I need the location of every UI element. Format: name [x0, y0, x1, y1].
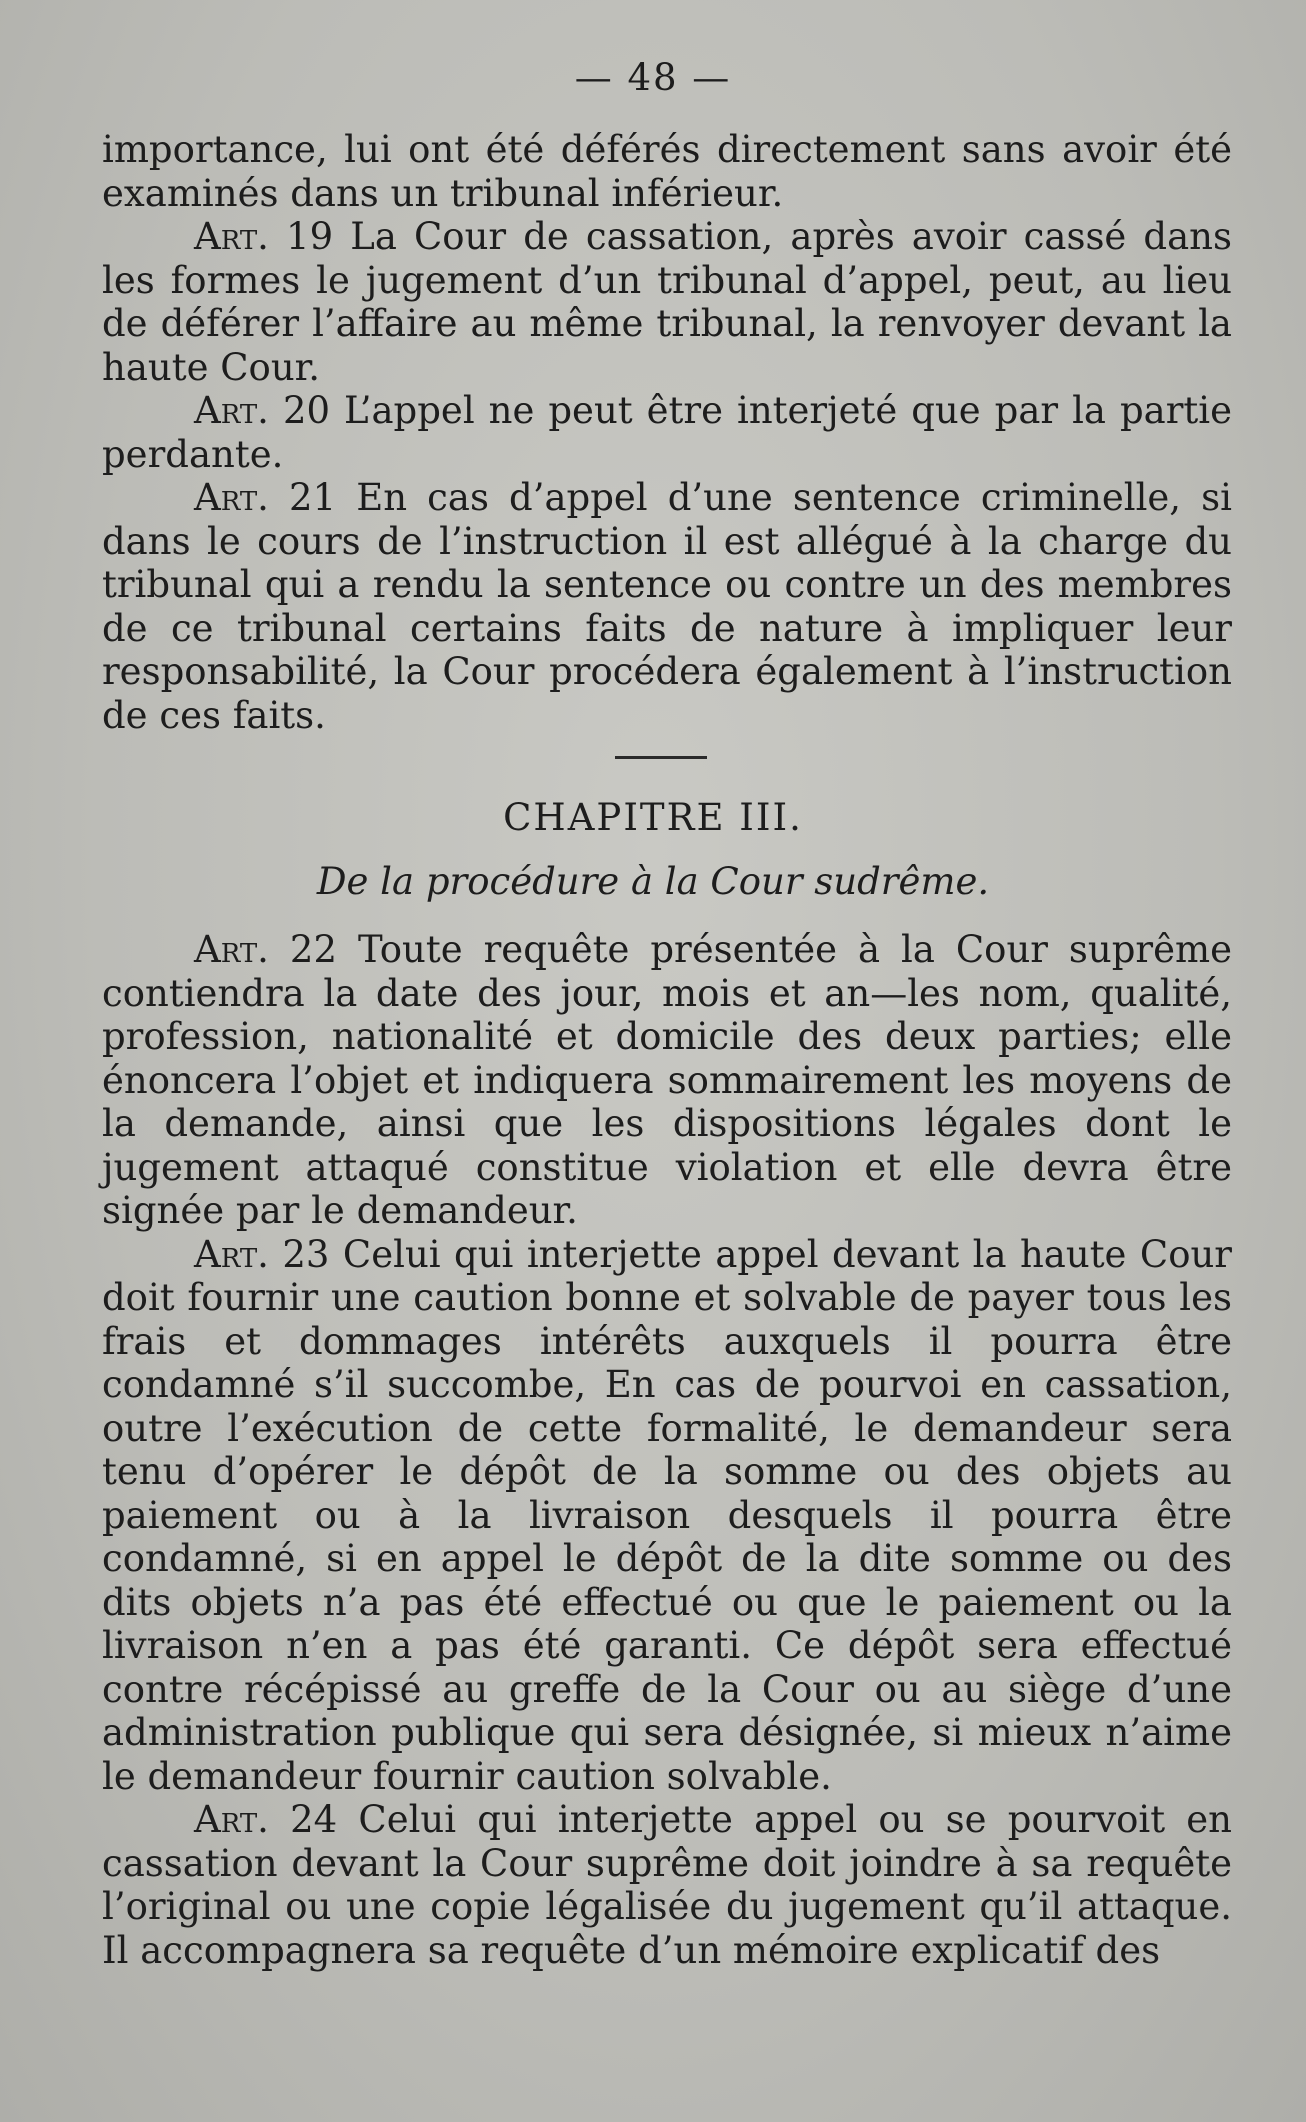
paragraph-text: importance, lui ont été déférés directement sans avoir été examinés dans un tribunal inférieur.: [102, 128, 1232, 215]
article-20: [102, 389, 1232, 476]
article-label: Art.: [194, 215, 269, 258]
section-divider: [615, 756, 707, 759]
articles-block-top: [102, 128, 1232, 737]
paragraph-continuation: [102, 128, 1232, 215]
article-text: 20 L’appel ne peut être interjeté que par la partie perdante.: [102, 389, 1232, 476]
page-number: — 48 —: [574, 56, 732, 99]
article-text: 24 Celui qui interjette appel ou se pourvoit en cassation devant la Cour suprême doit joindre à sa requête l’original ou une copie légalisée du jugement qu’il attaque. Il accompagnera sa requête d’un mémoire explicatif des: [102, 1798, 1232, 1972]
article-22: [102, 928, 1232, 1233]
article-text: 19 La Cour de cassation, après avoir cassé dans les formes le jugement d’un tribunal d’appel, peut, au lieu de déférer l’affaire au même tribunal, la renvoyer devant la haute Cour.: [102, 215, 1232, 389]
article-label: Art.: [194, 389, 269, 432]
article-text: 22 Toute requête présentée à la Cour suprême contiendra la date des jour, mois et an—les nom, qualité, profession, nationalité et domicile des deux parties; elle énoncera l’objet et indiquera sommairement les moyens de la demande, ainsi que les dispositions légales dont le jugement attaqué constitue violation et elle devra être signée par le demandeur.: [102, 928, 1232, 1232]
article-21: [102, 476, 1232, 737]
article-19: [102, 215, 1232, 389]
article-23: [102, 1233, 1232, 1799]
chapter-title: CHAPITRE III.: [503, 796, 803, 839]
articles-block-bottom: [102, 928, 1232, 1972]
article-label: Art.: [194, 928, 269, 971]
article-text: 21 En cas d’appel d’une sentence criminelle, si dans le cours de l’instruction il est allégué à la charge du tribunal qui a rendu la sentence ou contre un des membres de ce tribunal certains faits de nature à impliquer leur responsabilité, la Cour procédera également à l’instruction de ces faits.: [102, 476, 1232, 737]
article-label: Art.: [194, 476, 269, 519]
article-text: 23 Celui qui interjette appel devant la haute Cour doit fournir une caution bonne et solvable de payer tous les frais et dommages intérêts auxquels il pourra être condamné s’il succombe, En cas de pourvoi en cassation, outre l’exécution de cette formalité, le demandeur sera tenu d’opérer le dépôt de la somme ou des objets au paiement ou à la livraison desquels il pourra être condamné, si en appel le dépôt de la dite somme ou des dits objets n’a pas été effectué ou que le paiement ou la livraison n’en a pas été garanti. Ce dépôt sera effectué contre récépissé au greffe de la Cour ou au siège d’une administration publique qui sera désignée, si mieux n’aime le demandeur fournir caution solvable.: [102, 1232, 1232, 1798]
chapter-subtitle: De la procédure à la Cour sudrême.: [316, 860, 990, 903]
article-label: Art.: [194, 1798, 269, 1841]
article-24: [102, 1798, 1232, 1972]
article-label: Art.: [194, 1232, 269, 1276]
